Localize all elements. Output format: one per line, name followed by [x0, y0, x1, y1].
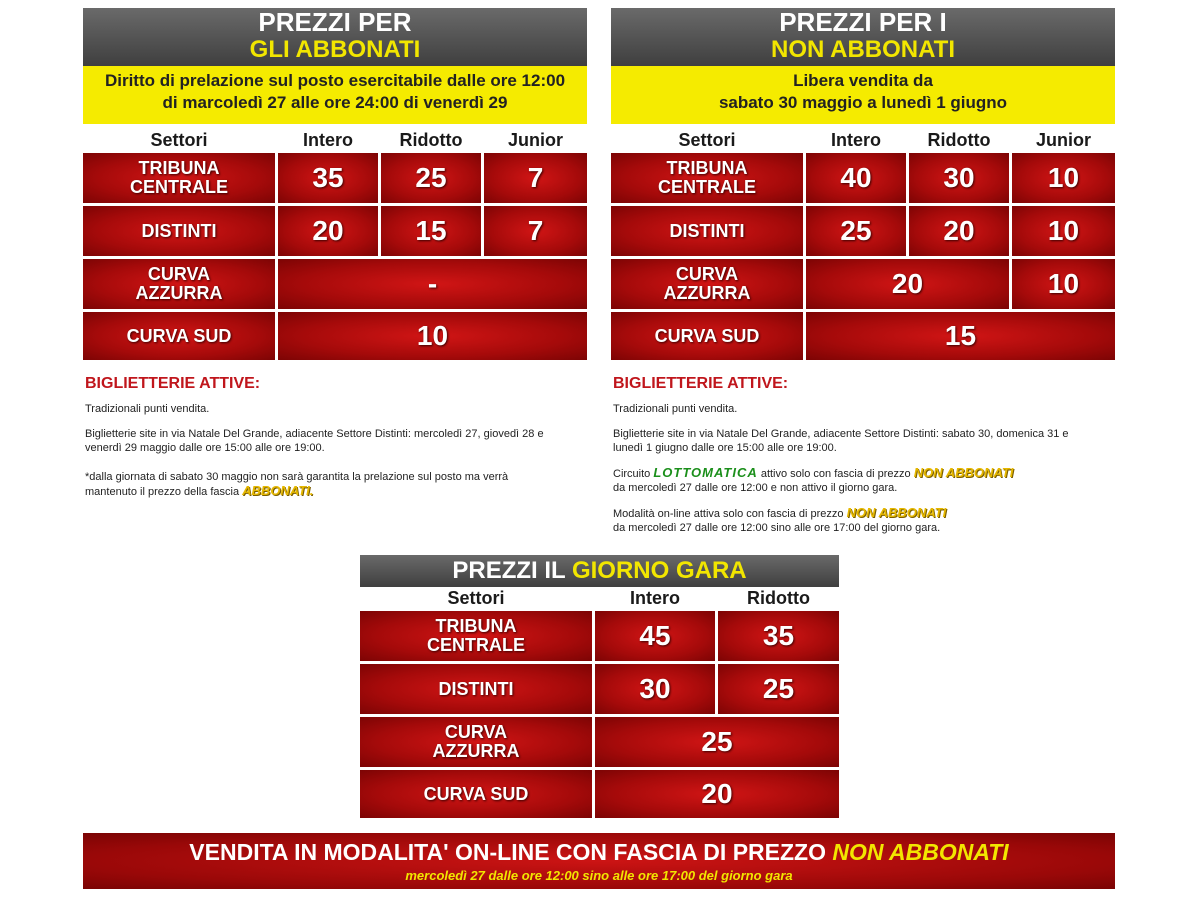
subscribers-notice-text: Diritto di prelazione sul posto esercitabile dalle ore 12:00 di marcoledì 27 alle ore 24:00 di venerdì 29 — [104, 71, 566, 112]
non-subscribers-title-line2: NON ABBONATI — [771, 36, 955, 63]
subscribers-curva-azzurra-price: - — [278, 259, 587, 309]
subscribers-distinti-intero: 20 — [278, 206, 378, 256]
non-subscribers-tribuna-intero: 40 — [806, 153, 906, 203]
subscribers-box-office-title: BIGLIETTERIE ATTIVE: — [85, 375, 261, 392]
non-subscribers-notice-line2: sabato 30 maggio a lunedì 1 giugno — [718, 93, 1008, 112]
subscribers-header — [83, 8, 587, 66]
subscribers-note — [85, 470, 555, 499]
non-subscribers-col-junior: Junior — [1035, 130, 1091, 150]
subscribers-box-office-p2: Biglietterie site in via Natale Del Grande, adiacente Settore Distinti: mercoledì 27, giovedì 28 e venerdì 29 maggio dalle ore 15:00 alle ore 19:00. — [85, 428, 544, 454]
non-subscribers-sector-curva-sud: CURVA SUD — [611, 312, 803, 360]
subscribers-sector-tribuna: TRIBUNA CENTRALE — [83, 153, 275, 203]
subscribers-col-intero: Intero — [302, 130, 353, 150]
non-subscribers-sector-curva-azzurra: CURVA AZZURRA — [611, 259, 803, 309]
match-day-title-white: PREZZI IL — [452, 557, 566, 584]
non-subscribers-tribuna-junior: 10 — [1012, 153, 1115, 203]
non-subscribers-notice — [611, 66, 1115, 124]
match-day-col-intero: Intero — [629, 588, 680, 608]
banner-text-yellow: NON ABBONATI — [832, 839, 1009, 865]
subscribers-note-text: *dalla giornata di sabato 30 maggio non sarà garantita la prelazione sul posto ma verrà mantenuto il prezzo della fascia — [85, 471, 509, 498]
match-day-distinti-ridotto: 25 — [718, 664, 839, 714]
non-subscribers-title-line1: PREZZI PER I — [779, 7, 947, 37]
match-day-curva-sud-price: 20 — [595, 770, 839, 818]
subscribers-title-line1: PREZZI PER — [258, 7, 412, 37]
subscribers-sector-curva-sud: CURVA SUD — [83, 312, 275, 360]
non-subscribers-curva-azzurra-price: 20 — [806, 259, 1009, 309]
subscribers-notice — [83, 66, 587, 124]
match-day-col-ridotto: Ridotto — [747, 588, 810, 608]
match-day-header — [360, 555, 839, 587]
non-subscribers-notice-line1: Libera vendita da — [793, 71, 933, 90]
match-day-curva-azzurra-price: 25 — [595, 717, 839, 767]
non-subscribers-header — [611, 8, 1115, 66]
subscribers-tribuna-intero: 35 — [278, 153, 378, 203]
match-day-title-yellow: GIORNO GARA — [571, 557, 747, 584]
non-subscribers-sector-distinti: DISTINTI — [611, 206, 803, 256]
non-subscribers-distinti-junior: 10 — [1012, 206, 1115, 256]
online-highlight: NON ABBONATI — [846, 505, 947, 520]
match-day-distinti-intero: 30 — [595, 664, 715, 714]
non-subscribers-circuit — [613, 466, 1123, 495]
lottomatica-logo: LOTTOMATICA — [653, 465, 758, 480]
subscribers-title-line2: GLI ABBONATI — [249, 36, 421, 63]
subscribers-curva-sud-price: 10 — [278, 312, 587, 360]
subscribers-sector-distinti: DISTINTI — [83, 206, 275, 256]
non-subscribers-distinti-intero: 25 — [806, 206, 906, 256]
online-sales-banner — [83, 833, 1115, 889]
subscribers-col-settori: Settori — [150, 130, 208, 150]
subscribers-col-ridotto: Ridotto — [399, 130, 463, 150]
non-subscribers-sector-tribuna: TRIBUNA CENTRALE — [611, 153, 803, 203]
circuit-mid: attivo solo con fascia di prezzo — [760, 468, 911, 480]
non-subscribers-distinti-ridotto: 20 — [909, 206, 1009, 256]
match-day-sector-curva-sud: CURVA SUD — [360, 770, 592, 818]
non-subscribers-box-office-p2: Biglietterie site in via Natale Del Grande, adiacente Settore Distinti: sabato 30, domenica 31 e lunedì 1 giugno dalle ore 15:00 alle ore 19:00. — [613, 428, 1069, 454]
non-subscribers-box-office-title: BIGLIETTERIE ATTIVE: — [613, 375, 789, 392]
subscribers-note-highlight: ABBONATI. — [242, 483, 314, 498]
non-subscribers-online — [613, 506, 1123, 535]
non-subscribers-curva-sud-price: 15 — [806, 312, 1115, 360]
match-day-tribuna-ridotto: 35 — [718, 611, 839, 661]
non-subscribers-col-ridotto: Ridotto — [927, 130, 991, 150]
circuit-end: da mercoledì 27 dalle ore 12:00 e non attivo il giorno gara. — [613, 482, 898, 494]
non-subscribers-box-office-p1: Tradizionali punti vendita. — [613, 403, 738, 415]
subscribers-sector-curva-azzurra: CURVA AZZURRA — [83, 259, 275, 309]
subscribers-col-junior: Junior — [507, 130, 563, 150]
circuit-highlight: NON ABBONATI — [913, 465, 1014, 480]
online-prefix: Modalità on-line attiva solo con fascia di prezzo — [613, 508, 844, 520]
non-subscribers-col-settori: Settori — [678, 130, 736, 150]
match-day-tribuna-intero: 45 — [595, 611, 715, 661]
match-day-sector-distinti: DISTINTI — [360, 664, 592, 714]
match-day-col-settori: Settori — [447, 588, 505, 608]
non-subscribers-tribuna-ridotto: 30 — [909, 153, 1009, 203]
subscribers-distinti-ridotto: 15 — [381, 206, 481, 256]
subscribers-distinti-junior: 7 — [484, 206, 587, 256]
match-day-sector-tribuna: TRIBUNA CENTRALE — [360, 611, 592, 661]
non-subscribers-col-intero: Intero — [830, 130, 881, 150]
subscribers-tribuna-ridotto: 25 — [381, 153, 481, 203]
banner-text-white: VENDITA IN MODALITA' ON-LINE CON FASCIA DI PREZZO — [189, 839, 826, 865]
online-end: da mercoledì 27 dalle ore 12:00 sino alle ore 17:00 del giorno gara. — [613, 522, 941, 534]
subscribers-box-office-p1: Tradizionali punti vendita. — [85, 403, 210, 415]
match-day-sector-curva-azzurra: CURVA AZZURRA — [360, 717, 592, 767]
banner-subline: mercoledì 27 dalle ore 12:00 sino alle ore 17:00 del giorno gara — [405, 868, 793, 883]
subscribers-tribuna-junior: 7 — [484, 153, 587, 203]
circuit-prefix: Circuito — [613, 468, 651, 480]
non-subscribers-curva-azzurra-junior: 10 — [1012, 259, 1115, 309]
